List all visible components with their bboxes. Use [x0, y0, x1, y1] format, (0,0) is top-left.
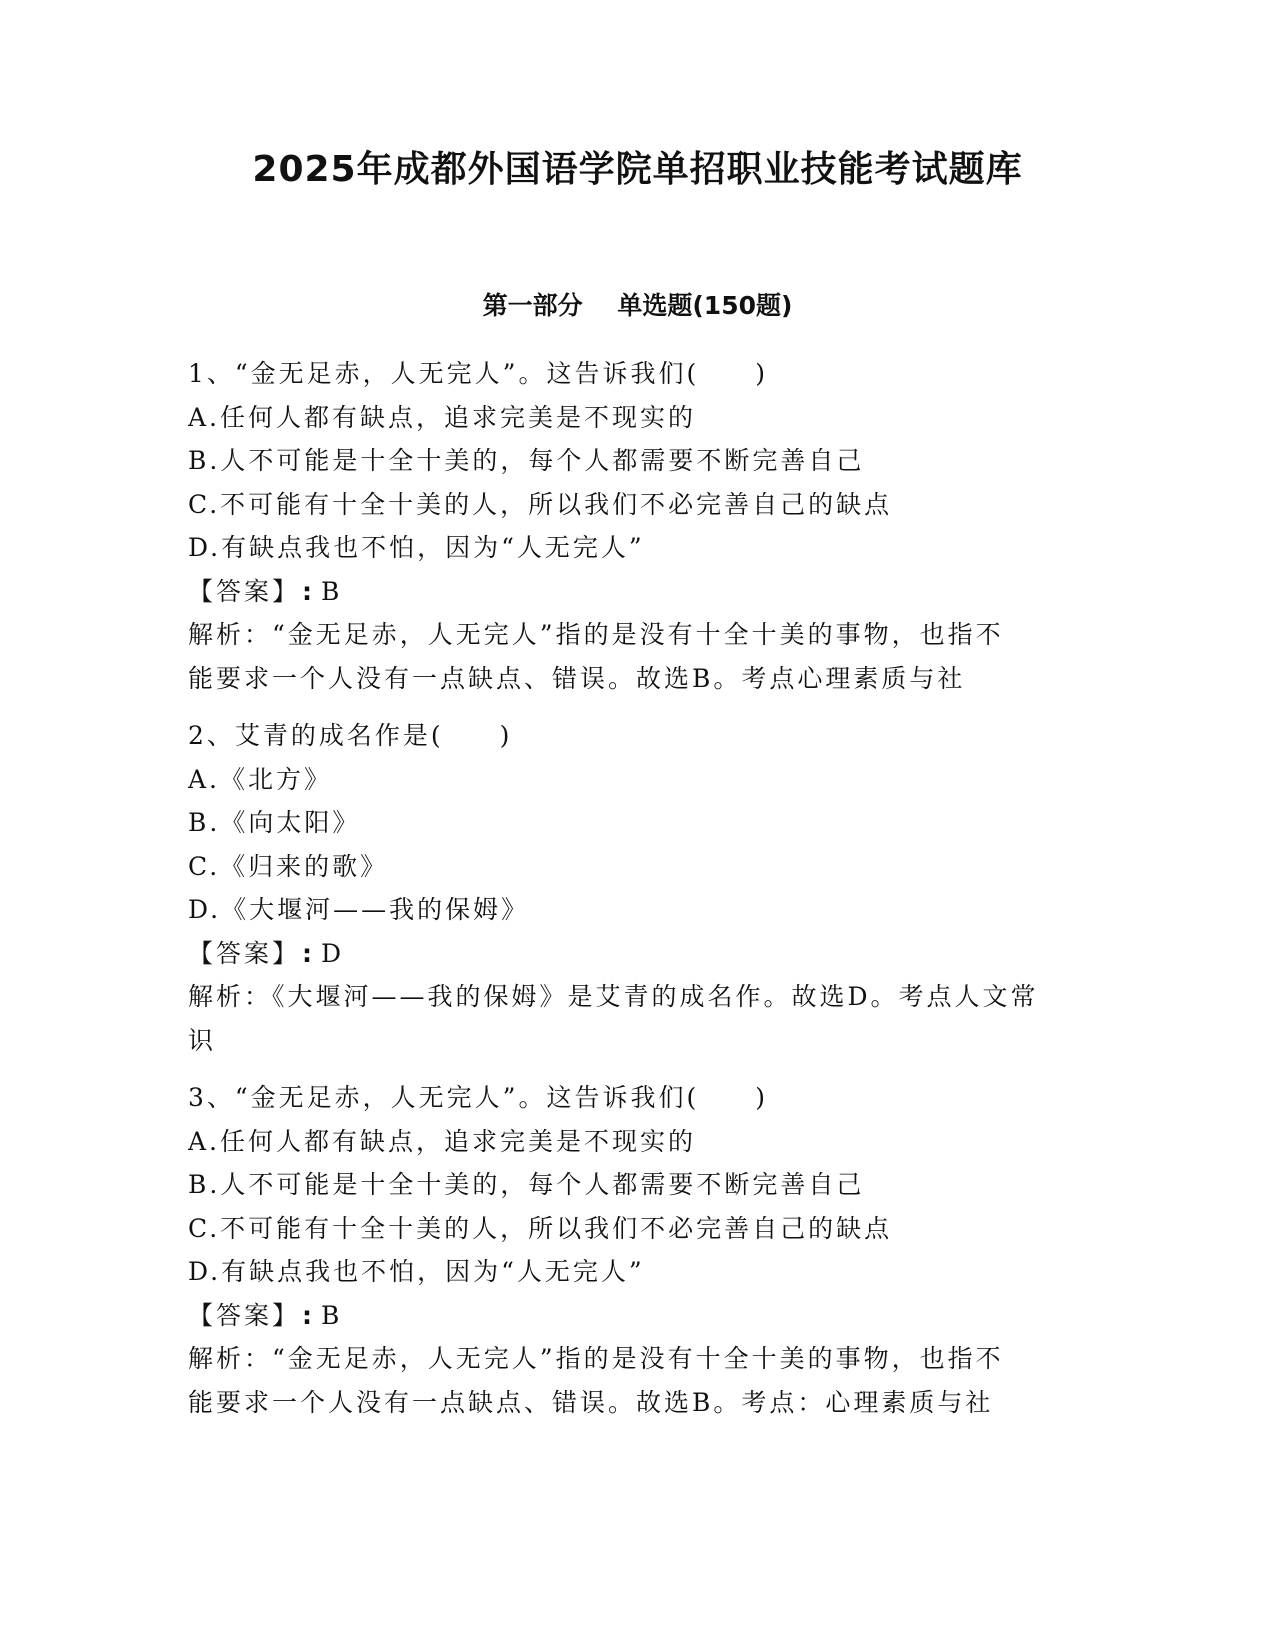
option-a: A.任何人都有缺点，追求完美是不现实的	[188, 402, 697, 432]
question-item	[188, 1076, 1088, 1424]
answer-value: D	[321, 938, 345, 968]
answer-label: 【答案】	[188, 938, 301, 968]
answer-separator: :	[302, 576, 316, 606]
section-heading: 第一部分 单选题(150题)	[482, 291, 793, 320]
answer-label: 【答案】	[188, 1300, 301, 1330]
option-c: C.不可能有十全十美的人，所以我们不必完善自己的缺点	[188, 489, 893, 519]
answer-line	[188, 1294, 1088, 1338]
answer-value: B	[321, 1300, 343, 1330]
option-a: A.《北方》	[188, 764, 333, 794]
option-b: B.人不可能是十全十美的，每个人都需要不断完善自己	[188, 1170, 865, 1199]
question-list	[188, 352, 1088, 1438]
answer-value: B	[321, 576, 343, 606]
option-a: A.任何人都有缺点，追求完美是不现实的	[188, 1126, 697, 1156]
answer-label: 【答案】	[188, 576, 301, 606]
analysis-line: 解析：“金无足赤，人无完人”指的是没有十全十美的事物，也指不	[188, 620, 1004, 649]
analysis-line: 解析：“金无足赤，人无完人”指的是没有十全十美的事物，也指不	[188, 1344, 1004, 1373]
answer-line	[188, 570, 1088, 614]
analysis-line: 解析：《大堰河——我的保姆》是艾青的成名作。故选D。考点人文常	[188, 982, 1039, 1011]
document-title: 2025年成都外国语学院单招职业技能考试题库	[252, 149, 1023, 190]
analysis-line: 识	[188, 1025, 217, 1055]
option-c: C.不可能有十全十美的人，所以我们不必完善自己的缺点	[188, 1213, 893, 1243]
answer-separator: :	[302, 1300, 316, 1330]
question-item	[188, 352, 1088, 700]
question-stem: 1、“金无足赤，人无完人”。这告诉我们( )	[188, 359, 768, 388]
analysis-line: 能要求一个人没有一点缺点、错误。故选B。考点心理素质与社	[188, 663, 966, 693]
analysis-line: 能要求一个人没有一点缺点、错误。故选B。考点：心理素质与社	[188, 1387, 994, 1417]
question-item	[188, 714, 1088, 1062]
option-b: B.《向太阳》	[188, 808, 361, 837]
option-d: D.有缺点我也不怕，因为“人无完人”	[188, 1257, 645, 1286]
option-c: C.《归来的歌》	[188, 851, 389, 881]
question-stem: 2、艾青的成名作是( )	[188, 721, 513, 750]
question-stem: 3、“金无足赤，人无完人”。这告诉我们( )	[188, 1083, 768, 1112]
option-b: B.人不可能是十全十美的，每个人都需要不断完善自己	[188, 446, 865, 475]
answer-separator: :	[302, 938, 316, 968]
option-d: D.有缺点我也不怕，因为“人无完人”	[188, 533, 645, 562]
option-d: D.《大堰河——我的保姆》	[188, 895, 530, 924]
answer-line	[188, 932, 1088, 976]
